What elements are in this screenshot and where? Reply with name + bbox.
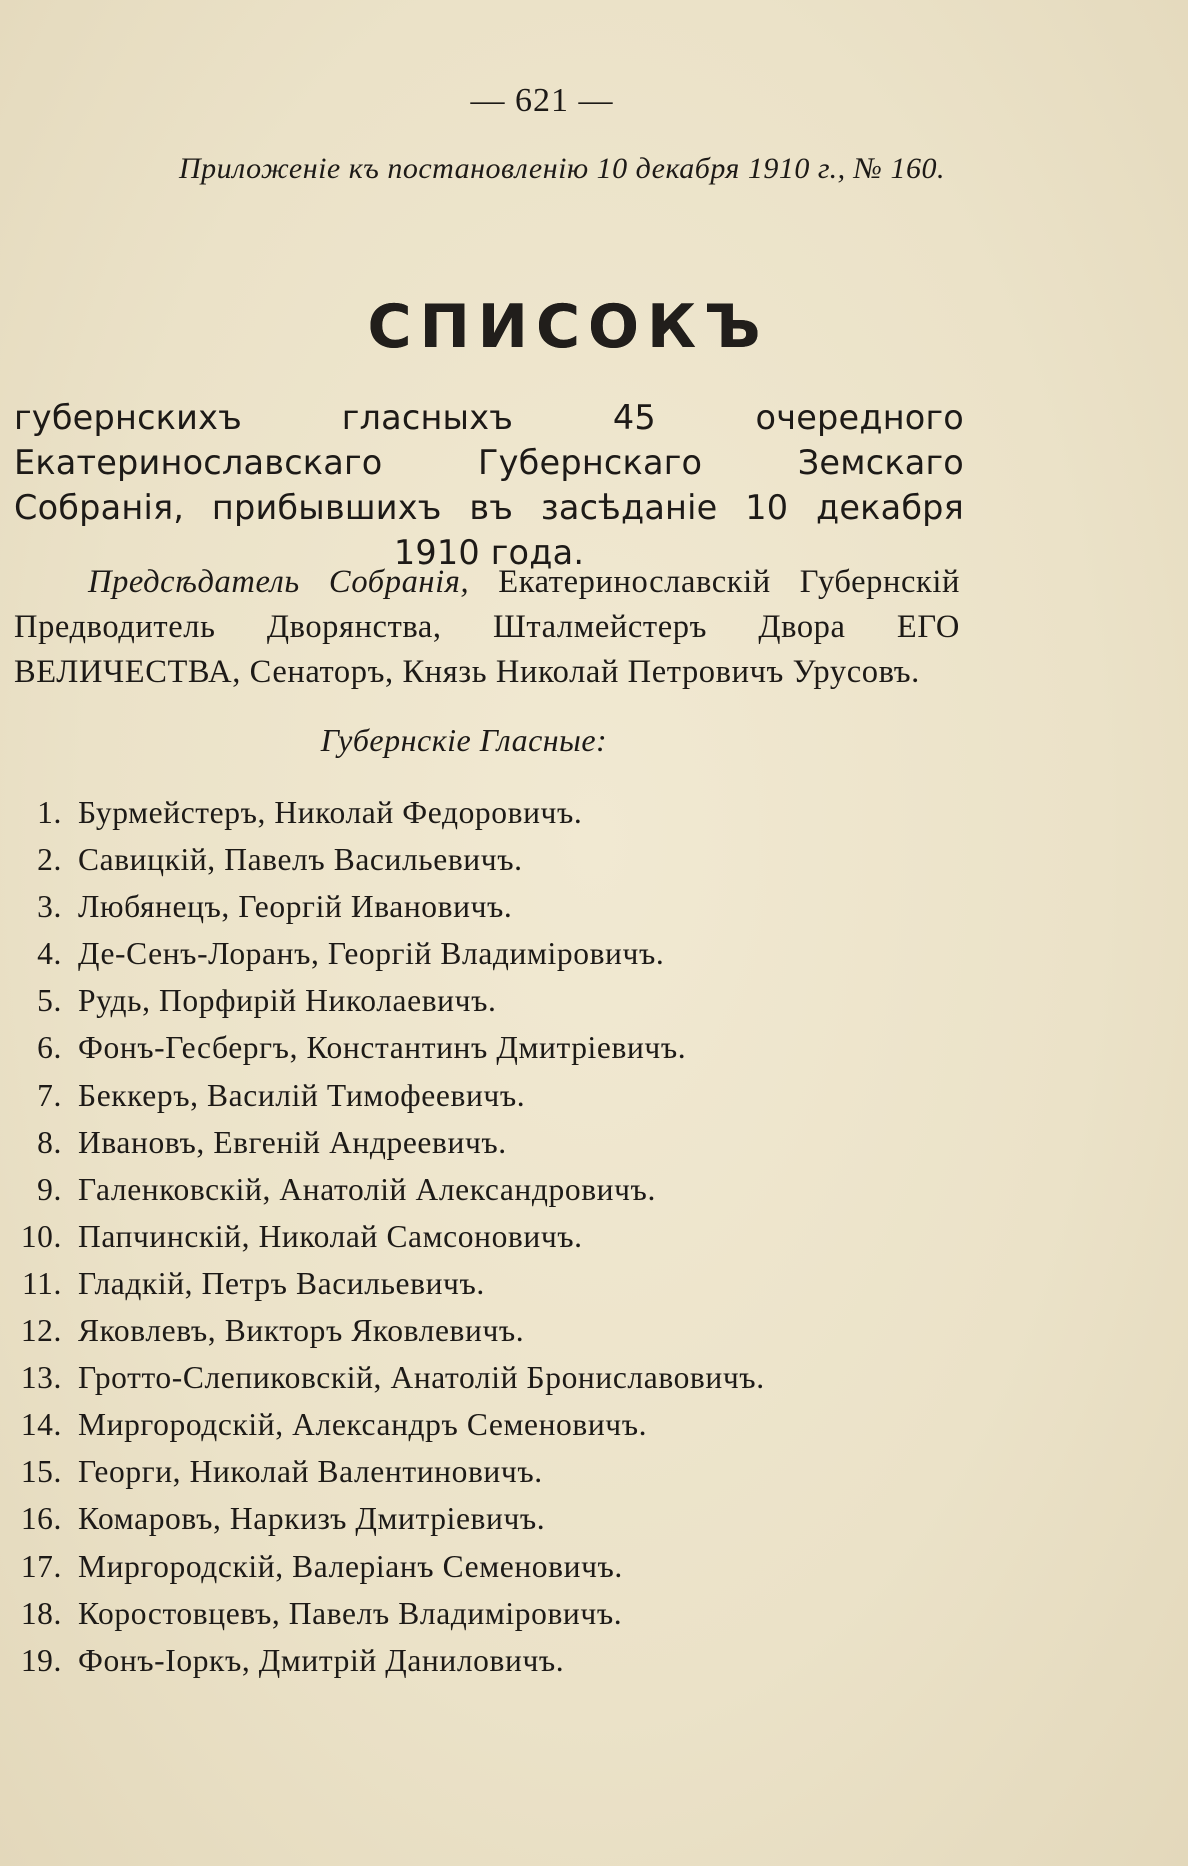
item-number: 14. [20,1407,62,1443]
list-item [0,1125,765,1172]
chairman-role: Предсѣдатель Собранія, [88,564,470,600]
item-number: 19. [20,1642,62,1678]
list-item [0,1454,765,1501]
page-number: — 621 — [470,82,614,119]
item-number: 13. [20,1360,62,1396]
item-number: 2. [37,842,62,878]
member-name: Миргородскій, Александръ Семеновичъ. [78,1407,648,1443]
member-name: Любянецъ, Георгій Ивановичъ. [78,889,513,925]
item-number: 4. [37,936,62,972]
list-item [0,889,765,936]
member-name: Рудь, Порфирій Николаевичъ. [78,983,497,1019]
member-name: Гротто-Слепиковскій, Анатолій Брониславовичъ. [78,1360,765,1396]
list-item [0,1078,765,1125]
item-number: 15. [20,1454,62,1490]
member-name: Георги, Николай Валентиновичъ. [78,1454,543,1490]
item-number: 6. [37,1030,62,1066]
member-name: Комаровъ, Наркизъ Дмитріевичъ. [78,1501,546,1537]
member-name: Де-Сенъ-Лоранъ, Георгій Владиміровичъ. [78,936,665,972]
item-number: 16. [20,1501,62,1537]
list-item [0,795,765,842]
list-item [0,1549,765,1596]
list-item [0,1313,765,1360]
document-title: СПИСОКЪ [367,292,769,362]
item-number: 9. [37,1171,62,1207]
members-list [0,795,765,1690]
member-name: Бурмейстеръ, Николай Федоровичъ. [78,795,583,830]
member-name: Фонъ-Гесбергъ, Константинъ Дмитріевичъ. [78,1030,687,1066]
list-item [0,1596,765,1643]
item-number: 10. [20,1218,62,1254]
item-number: 18. [20,1595,62,1631]
item-number: 1. [37,795,62,830]
list-item [0,842,765,889]
member-name: Коростовцевъ, Павелъ Владиміровичъ. [78,1595,623,1631]
list-item [0,1219,765,1266]
list-item [0,1360,765,1407]
member-name: Папчинскій, Николай Самсоновичъ. [78,1218,583,1254]
item-number: 5. [37,983,62,1019]
member-name: Миргородскій, Валеріанъ Семеновичъ. [78,1548,623,1584]
item-number: 7. [37,1077,62,1113]
document-subtitle: губернскихъ гласныхъ 45 очередного Екатеринославскаго Губернскаго Земскаго Собранія, прибывшихъ въ засѣданіе 10 декабря 1910 года. [14,398,964,572]
list-item [0,1407,765,1454]
item-number: 17. [20,1548,62,1584]
member-name: Беккеръ, Василій Тимофеевичъ. [78,1077,526,1113]
list-item [0,1266,765,1313]
member-name: Яковлевъ, Викторъ Яковлевичъ. [78,1313,525,1349]
list-item [0,1643,765,1690]
item-number: 3. [37,889,62,925]
item-number: 12. [20,1313,62,1349]
list-item [0,936,765,983]
item-number: 11. [21,1265,62,1301]
list-item [0,1501,765,1548]
chairman-text: Екатеринославскій Губернскій Предводитель Дворянства, Шталмейстеръ Двора ЕГО ВЕЛИЧЕСТВА, Сенаторъ, Князь Николай Петровичъ Урусовъ. [14,564,960,690]
appendix-note: Приложеніе къ постановленію 10 декабря 1910 г., № 160. [179,152,945,185]
member-name: Фонъ-Іоркъ, Дмитрій Даниловичъ. [78,1642,565,1678]
member-name: Ивановъ, Евгеній Андреевичъ. [78,1124,507,1160]
member-name: Савицкій, Павелъ Васильевичъ. [78,842,523,878]
list-item [0,1030,765,1077]
list-item [0,983,765,1030]
item-number: 8. [37,1124,62,1160]
list-item [0,1172,765,1219]
section-heading: Губернскіе Гласные: [320,722,608,758]
member-name: Гладкій, Петръ Васильевичъ. [78,1265,485,1301]
chairman-paragraph [14,560,960,695]
member-name: Галенковскій, Анатолій Александровичъ. [78,1171,656,1207]
